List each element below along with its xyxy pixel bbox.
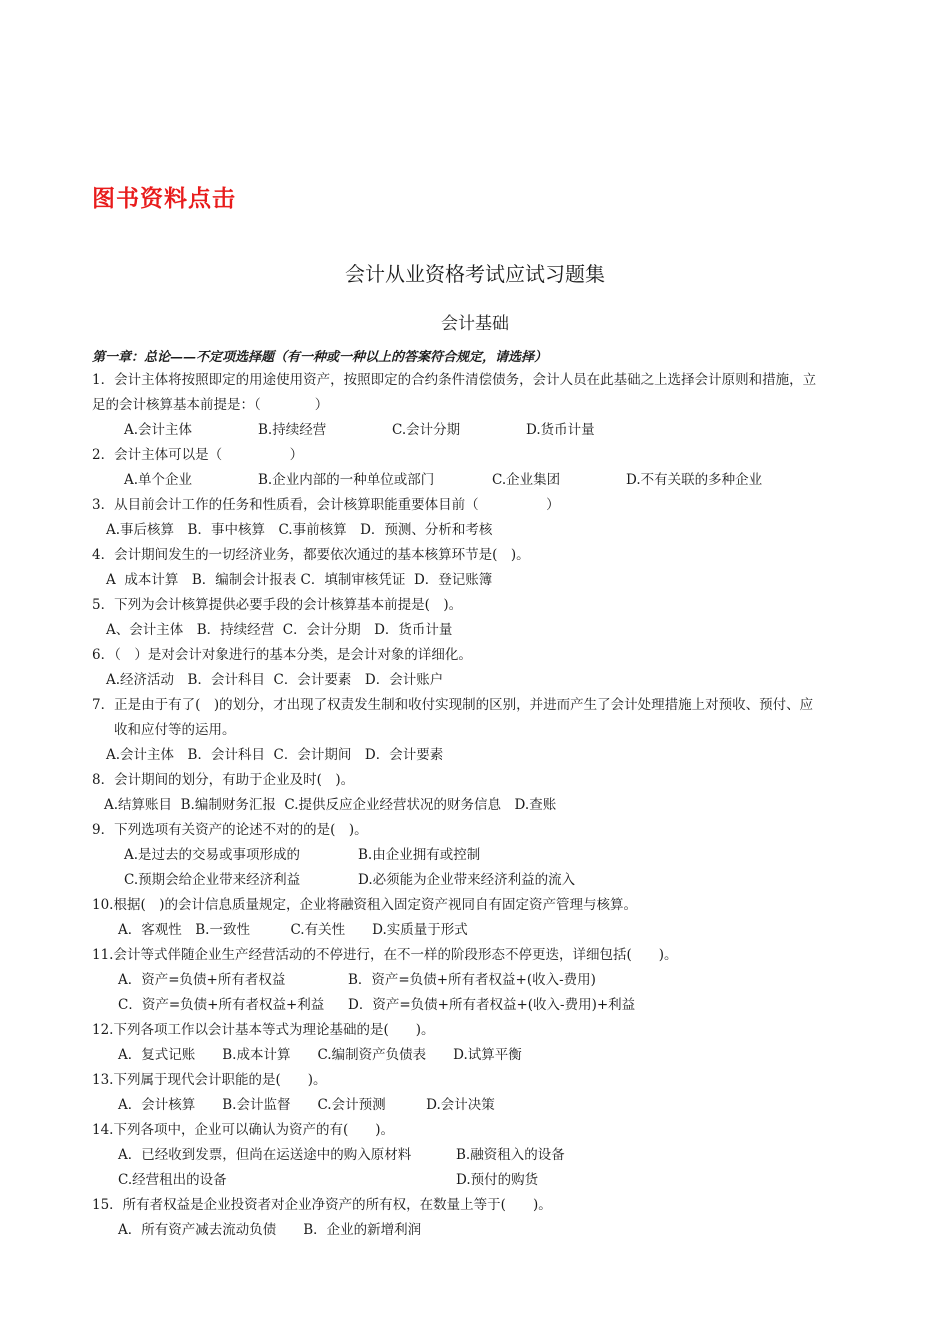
question-5-text: 5．下列为会计核算提供必要手段的会计核算基本前提是( )。 — [92, 597, 463, 613]
question-4-text: 4．会计期间发生的一切经济业务，都要依次通过的基本核算环节是( )。 — [92, 547, 530, 563]
option-c: C.预期会给企业带来经济利益 — [124, 872, 301, 888]
option-c: C.会计分期 — [392, 422, 461, 438]
option-b: B.持续经营 — [258, 422, 327, 438]
option-d: D.货币计量 — [526, 422, 595, 438]
question-6-text: 6．（ ）是对会计对象进行的基本分类，是会计对象的详细化。 — [92, 647, 472, 663]
question-10-options: A．客观性 B.一致性 C.有关性 D.实质量于形式 — [118, 922, 468, 938]
option-b: B．资产=负债+所有者权益+(收入-费用) — [348, 972, 596, 988]
question-1-text-cont: 足的会计核算基本前提是：（ ） — [92, 397, 329, 413]
question-12-text: 12.下列各项工作以会计基本等式为理论基础的是( )。 — [92, 1022, 435, 1038]
question-5-options: A、会计主体 B．持续经营 C．会计分期 D．货币计量 — [106, 622, 453, 638]
option-c: C.经营租出的设备 — [118, 1172, 227, 1188]
question-7-text-cont: 收和应付等的运用。 — [114, 722, 236, 738]
option-d: D.不有关联的多种企业 — [626, 472, 763, 488]
document-title: 会计从业资格考试应试习题集 — [345, 262, 605, 286]
option-b: B.企业内部的一种单位或部门 — [258, 472, 435, 488]
question-13-text: 13.下列属于现代会计职能的是( )。 — [92, 1072, 327, 1088]
question-1-text: 1．会计主体将按照即定的用途使用资产，按照即定的合约条件清偿债务，会计人员在此基础之上选择会计原则和措施，立 — [92, 372, 817, 388]
option-b: B.融资租入的设备 — [456, 1147, 565, 1163]
question-10-text: 10.根据( )的会计信息质量规定，企业将融资租入固定资产视同自有固定资产管理与核算。 — [92, 897, 638, 913]
question-12-options: A．复式记账 B.成本计算 C.编制资产负债表 D.试算平衡 — [118, 1047, 522, 1063]
option-a: A．已经收到发票，但尚在运送途中的购入原材料 — [118, 1147, 412, 1163]
book-resources-link[interactable]: 图书资料点击 — [92, 186, 236, 212]
question-15-text: 15．所有者权益是企业投资者对企业净资产的所有权，在数量上等于( )。 — [92, 1197, 552, 1213]
option-a: A.会计主体 — [124, 422, 193, 438]
option-d: D．资产=负债+所有者权益+(收入-费用)+利益 — [348, 997, 636, 1013]
question-7-text: 7．正是由于有了( )的划分，才出现了权责发生制和收付实现制的区别，并进而产生了会计处理措施上对预收、预付、应 — [92, 697, 814, 713]
question-9-text: 9．下列选项有关资产的论述不对的的是( )。 — [92, 822, 368, 838]
question-7-options: A.会计主体 B．会计科目 C．会计期间 D．会计要素 — [106, 747, 444, 763]
question-15-options: A．所有资产减去流动负债 B．企业的新增利润 — [118, 1222, 422, 1238]
document-subtitle: 会计基础 — [441, 314, 509, 334]
option-a: A．资产=负债+所有者权益 — [118, 972, 286, 988]
question-6-options: A.经济活动 B．会计科目 C．会计要素 D．会计账户 — [106, 672, 444, 688]
question-13-options: A．会计核算 B.会计监督 C.会计预测 D.会计决策 — [118, 1097, 495, 1113]
question-14-text: 14.下列各项中，企业可以确认为资产的有( )。 — [92, 1122, 395, 1138]
option-d: D.必须能为企业带来经济利益的流入 — [358, 872, 576, 888]
option-b: B.由企业拥有或控制 — [358, 847, 481, 863]
option-d: D.预付的购货 — [456, 1172, 539, 1188]
chapter-heading: 第一章：总论——不定项选择题（有一种或一种以上的答案符合规定，请选择） — [92, 350, 548, 365]
question-8-options: A.结算账目 B.编制财务汇报 C.提供反应企业经营状况的财务信息 D.查账 — [104, 797, 557, 813]
option-a: A.单个企业 — [124, 472, 193, 488]
question-11-text: 11.会计等式伴随企业生产经营活动的不停进行，在不一样的阶段形态不停更迭，详细包括( )。 — [92, 947, 678, 963]
option-a: A.是过去的交易或事项形成的 — [124, 847, 301, 863]
question-3-text: 3．从目前会计工作的任务和性质看，会计核算职能重要体目前（ ） — [92, 497, 560, 513]
option-c: C.企业集团 — [492, 472, 561, 488]
question-3-options: A.事后核算 B．事中核算 C.事前核算 D．预测、分析和考核 — [106, 522, 493, 538]
question-2-text: 2．会计主体可以是（ ） — [92, 447, 304, 463]
question-4-options: A 成本计算 B．编制会计报表 C．填制审核凭证 D．登记账簿 — [106, 572, 493, 588]
question-8-text: 8．会计期间的划分，有助于企业及时( )。 — [92, 772, 355, 788]
option-c: C．资产=负债+所有者权益+利益 — [118, 997, 325, 1013]
